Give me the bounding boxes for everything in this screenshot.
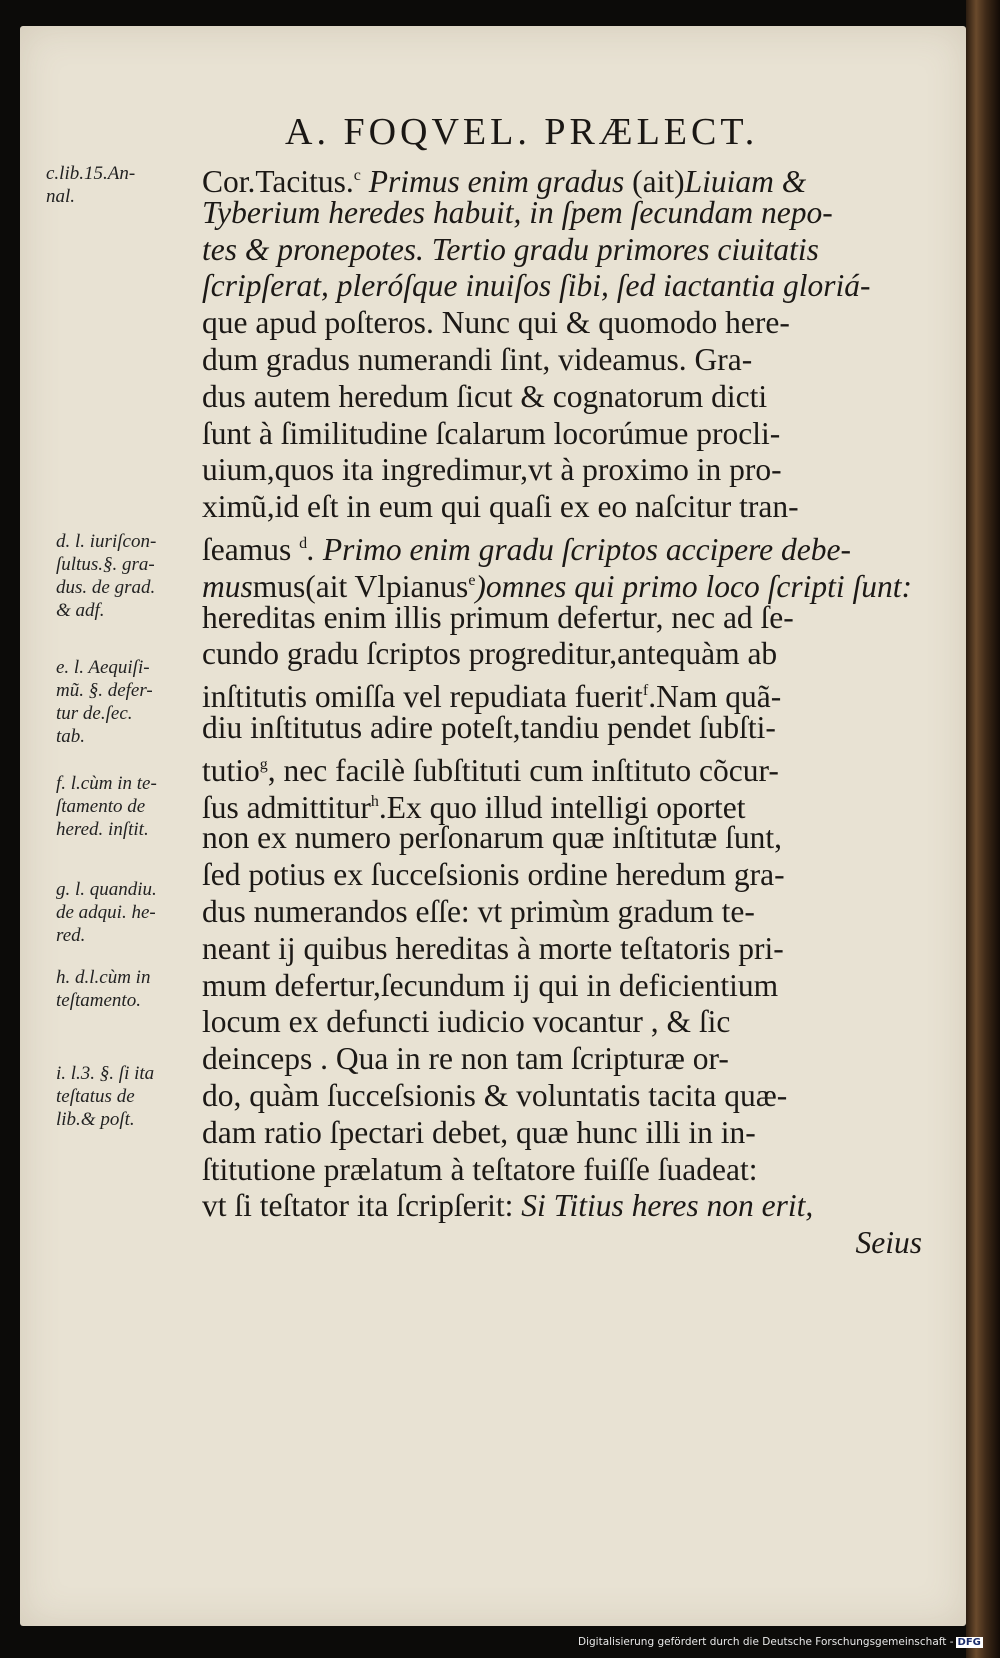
margin-note-e: e. l. Aequiſi- mũ. §. defer- tur de.ſec. tab.	[56, 657, 153, 747]
margin-note-h: h. d.l.cùm in teſtamento.	[56, 967, 151, 1011]
body-line-8: ſunt à ſimilitudine ſcalarum locorúmue procli-	[202, 415, 781, 451]
body-line-4: ſcripſerat, pleróſque inuiſos ſibi, ſed iactantia gloriá-	[202, 268, 871, 304]
body-line-28: ſtitutione prælatum à teſtatore fuiſſe ſuadeat:	[202, 1151, 758, 1187]
body-line-13: hereditas enim illis primum defertur, nec ad ſe-	[202, 599, 794, 635]
body-line-7: dus autem heredum ſicut & cognatorum dicti	[202, 378, 768, 414]
body-line-23: mum defertur,ſecundum ij qui in deficientium	[202, 967, 779, 1003]
body-line-3: tes & pronepotes. Tertio gradu primores ciuitatis	[202, 231, 819, 267]
body-line-14: cundo gradu ſcriptos progreditur,antequàm ab	[202, 636, 778, 672]
body-line-1: Cor.Tacitus.$^c$ Primus enim gradus (ait)Liuiam &	[202, 164, 807, 199]
running-title: A. FOQVEL. PRÆLECT.	[285, 111, 759, 153]
digitization-credit: Digitalisierung gefördert durch die Deutsche Forschungsgemeinschaft - DFG	[578, 1636, 981, 1648]
margin-note-c: c.lib.15.An- nal.	[46, 163, 136, 207]
body-line-22: neant ij quibus hereditas à morte teſtatoris pri-	[202, 930, 784, 966]
margin-note-i: i. l.3. §. ſi ita teſtatus de lib.& poſt.	[56, 1063, 155, 1130]
body-line-24: locum ex defuncti iudicio vocantur , & ſic	[202, 1004, 731, 1040]
body-line-10: ximũ,id eſt in eum qui quaſi ex eo naſcitur tran-	[202, 489, 799, 525]
body-line-19: non ex numero perſonarum quæ inſtitutæ ſunt,	[202, 820, 783, 856]
body-line-17: tutio$^g$, nec facilè ſubſtituti cum inſtituto cõcur-	[202, 752, 779, 788]
body-line-6: dum gradus numerandi ſint, videamus. Gra-	[202, 341, 753, 377]
body-line-21: dus numerandos eſſe: vt primùm gradum te-	[202, 893, 755, 929]
body-line-9: uium,quos ita ingredimur,vt à proximo in pro-	[202, 452, 782, 488]
margin-note-g: g. l. quandiu. de adqui. he- red.	[56, 879, 157, 946]
body-line-18: ſus admittitur$^h$.Ex quo illud intelligi oportet	[202, 789, 746, 825]
body-line-26: do, quàm ſucceſsionis & voluntatis tacita quæ-	[202, 1077, 788, 1113]
book-spine-edge	[966, 0, 1000, 1658]
body-line-12: musmus(ait Vlpianus$^e$)omnes qui primo loco ſcripti ſunt:	[202, 568, 913, 604]
body-line-29: vt ſi teſtator ita ſcripſerit: Si Titius heres non erit,	[202, 1188, 814, 1224]
catchword: Seius	[855, 1225, 922, 1261]
main-text-block	[202, 158, 922, 1262]
body-line-2: Tyberium heredes habuit, in ſpem ſecundam nepo-	[202, 194, 833, 230]
body-line-20: ſed potius ex ſucceſsionis ordine heredum gra-	[202, 857, 785, 893]
body-line-27: dam ratio ſpectari debet, quæ hunc illi in in-	[202, 1114, 756, 1150]
body-line-15: inſtitutis omiſſa vel repudiata fuerit$^f$.Nam quã-	[202, 679, 782, 715]
margin-note-f: f. l.cùm in te- ſtamento de hered. inſtit.	[56, 773, 157, 840]
body-line-11: ſeamus $^d$. Primo enim gradu ſcriptos accipere debe-	[202, 531, 851, 567]
dfg-logo: DFG	[957, 1637, 981, 1648]
body-line-5: que apud poſteros. Nunc qui & quomodo here-	[202, 305, 790, 341]
body-line-25: deinceps . Qua in re non tam ſcripturæ or-	[202, 1041, 729, 1077]
body-line-16: diu inſtitutus adire poteſt,tandiu pendet ſubſti-	[202, 709, 776, 745]
margin-note-d: d. l. iuriſcon- ſultus.§. gra- dus. de grad. & adf.	[56, 531, 157, 621]
